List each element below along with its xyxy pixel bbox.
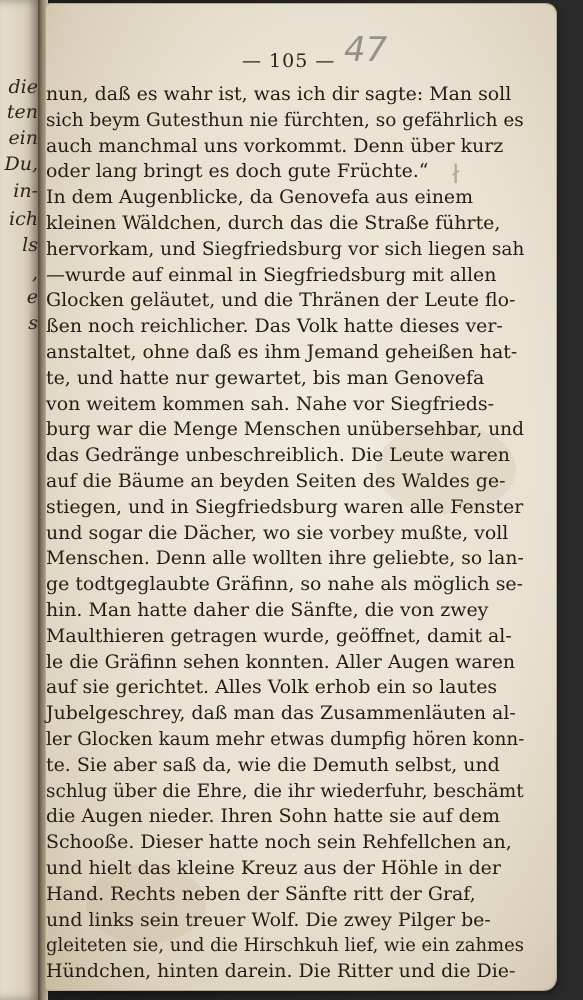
facing-page-fragment: ,: [31, 262, 38, 284]
text-line: —wurde auf einmal in Siegfriedsburg mit allen: [46, 263, 497, 286]
facing-page-fragment: ten: [6, 101, 38, 123]
text-line: hervorkam, und Siegfriedsburg vor sich liegen sah: [46, 237, 525, 260]
facing-page-fragment: in-: [13, 180, 38, 202]
text-line: das Gedränge unbeschreiblich. Die Leute waren: [46, 444, 510, 467]
pencil-mark: ł: [452, 160, 460, 190]
text-line: nun, daß es wahr ist, was ich dir sagte: Man soll: [46, 83, 512, 105]
text-line: und links sein treuer Wolf. Die zwey Pilger be-: [46, 908, 491, 931]
facing-page-fragment: ein: [8, 127, 38, 149]
facing-page-fragment: s: [28, 312, 38, 334]
text-line: und sogar die Dächer, wo sie vorbey mußte, voll: [46, 521, 509, 544]
facing-page-fragment: ich: [9, 208, 38, 230]
text-line: Hand. Rechts neben der Sänfte ritt der Graf,: [46, 882, 476, 905]
text-line: sich beym Gutesthun nie fürchten, so gefährlich es: [46, 108, 524, 131]
page-number: — 105 —: [242, 50, 336, 72]
facing-page-fragment: die: [8, 76, 38, 98]
book-page: [46, 4, 556, 990]
text-line: anstaltet, ohne daß es ihm Jemand geheißen hat-: [46, 340, 518, 363]
text-line: auch manchmal uns vorkommt. Denn über kurz: [46, 134, 504, 157]
text-line: stiegen, und in Siegfriedsburg waren alle Fenster: [46, 495, 524, 518]
facing-page-fragment: Du,: [4, 153, 38, 175]
text-line: kleinen Wäldchen, durch das die Straße führte,: [46, 211, 501, 234]
text-line: ßen noch reichlicher. Das Volk hatte dieses ver-: [46, 315, 503, 338]
text-line: schlug über die Ehre, die ihr wiederfuhr, beschämt: [46, 779, 524, 802]
text-line: Menschen. Denn alle wollten ihre geliebte, so lan-: [46, 547, 524, 570]
text-line: und hielt das kleine Kreuz aus der Höhle in der: [46, 856, 501, 879]
facing-page-edge: [0, 0, 40, 1000]
text-line: die Augen nieder. Ihren Sohn hatte sie auf dem: [46, 805, 500, 828]
text-line: Glocken geläutet, und die Thränen der Leute flo-: [46, 289, 516, 312]
pencil-annotation: 47: [344, 30, 388, 70]
text-line: Maulthieren getragen wurde, geöffnet, damit al-: [46, 624, 512, 647]
text-line: oder lang bringt es doch gute Früchte.“: [46, 160, 429, 183]
text-line: le die Gräfinn sehen konnten. Aller Augen waren: [46, 650, 516, 673]
text-line: hin. Man hatte daher die Sänfte, die von zwey: [46, 598, 489, 621]
facing-page-fragment: ls: [22, 234, 38, 256]
text-line: von weitem kommen sah. Nahe vor Siegfrieds-: [46, 392, 495, 415]
text-line: burg war die Menge Menschen unübersehbar, und: [46, 418, 525, 441]
text-line: gleiteten sie, und die Hirschkuh lief, wie ein zahmes: [46, 934, 524, 957]
text-line: te. Sie aber saß da, wie die Demuth selbst, und: [46, 753, 500, 776]
text-line: ler Glocken kaum mehr etwas dumpfig hören konn-: [46, 727, 525, 750]
text-line: Jubelgeschrey, daß man das Zusammenläuten al-: [46, 702, 516, 725]
text-line: Hündchen, hinten darein. Die Ritter und die Die-: [46, 960, 516, 983]
facing-page-fragment: e: [26, 286, 38, 308]
text-line: Schooße. Dieser hatte noch sein Rehfellchen an,: [46, 831, 512, 854]
text-line: ge todtgeglaubte Gräfinn, so nahe als möglich se-: [46, 573, 524, 596]
text-line: In dem Augenblicke, da Genovefa aus einem: [46, 186, 474, 209]
text-line: te, und hatte nur gewartet, bis man Genovefa: [46, 366, 485, 389]
text-line: auf die Bäume an beyden Seiten des Waldes ge-: [46, 469, 506, 492]
text-line: auf sie gerichtet. Alles Volk erhob ein so lautes: [46, 676, 498, 699]
body-text: [46, 82, 526, 985]
